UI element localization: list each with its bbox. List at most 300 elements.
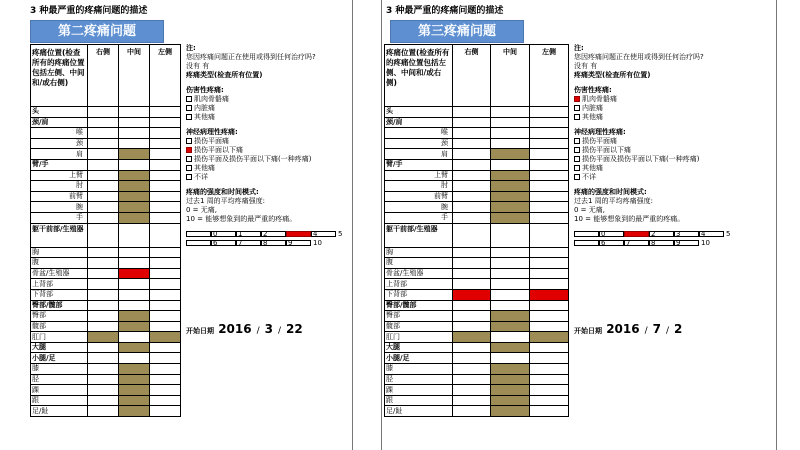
cell-middle-na	[119, 181, 150, 192]
checkbox[interactable]	[186, 105, 192, 111]
cell-right[interactable]	[88, 138, 119, 149]
start-date-day[interactable]: 22	[286, 322, 303, 336]
row-label: 上背部	[31, 279, 88, 290]
cell-right[interactable]	[453, 212, 491, 223]
cell-middle-na	[491, 181, 530, 192]
cell-middle[interactable]	[119, 107, 150, 118]
row-label: 膝	[385, 364, 453, 375]
cell-right[interactable]	[88, 107, 119, 118]
table-row	[385, 385, 569, 396]
table-row	[31, 128, 181, 139]
row-label: 手	[385, 212, 453, 223]
cell-right-marked[interactable]	[453, 289, 491, 300]
cell-right[interactable]	[88, 385, 119, 396]
cell-left[interactable]	[530, 181, 569, 192]
page-heading: 3 种最严重的疼痛问题的描述	[30, 6, 148, 16]
cell-right[interactable]	[88, 191, 119, 202]
cell-left[interactable]	[530, 385, 569, 396]
cell-right[interactable]	[88, 406, 119, 417]
cell-middle[interactable]	[119, 279, 150, 290]
option-at-and-below[interactable]: 损伤平面及损伤平面以下痛(一种疼痛)	[186, 155, 336, 164]
cell-left[interactable]	[530, 321, 569, 332]
cell-right[interactable]	[453, 247, 491, 258]
cell-middle[interactable]	[491, 353, 530, 364]
scale-option-0[interactable]: 0	[186, 230, 211, 239]
cell-right[interactable]	[453, 395, 491, 406]
option-at-level[interactable]: 损伤平面痛	[574, 137, 724, 146]
cell-left[interactable]	[150, 117, 181, 128]
cell-right[interactable]	[453, 181, 491, 192]
cell-right[interactable]	[88, 117, 119, 128]
checkbox[interactable]	[574, 138, 580, 144]
cell-left[interactable]	[150, 149, 181, 160]
cell-left[interactable]	[530, 159, 569, 170]
cell-middle[interactable]	[491, 128, 530, 139]
table-row	[31, 268, 181, 279]
cell-left[interactable]	[530, 247, 569, 258]
cell-middle-na	[491, 212, 530, 223]
cell-left[interactable]	[150, 353, 181, 364]
table-row	[31, 353, 181, 364]
table-row	[31, 191, 181, 202]
cell-right[interactable]	[88, 289, 119, 300]
cell-middle[interactable]	[119, 258, 150, 269]
row-label: 肛门	[385, 332, 453, 343]
cell-middle[interactable]	[119, 300, 150, 311]
cell-middle[interactable]	[119, 247, 150, 258]
table-row	[385, 300, 569, 311]
cell-left[interactable]	[150, 107, 181, 118]
cell-middle[interactable]	[119, 353, 150, 364]
scale-option-4[interactable]: 4	[674, 230, 699, 239]
table-row	[31, 170, 181, 181]
cell-middle[interactable]	[119, 138, 150, 149]
checkbox[interactable]	[574, 114, 580, 120]
table-row	[385, 181, 569, 192]
table-row	[31, 395, 181, 406]
cell-right[interactable]	[88, 181, 119, 192]
table-row	[31, 300, 181, 311]
row-label: 颈/肩	[31, 117, 88, 128]
cell-left[interactable]	[150, 268, 181, 279]
row-label: 臀部/髋部	[31, 300, 88, 311]
option-below-level[interactable]: 损伤平面以下痛	[574, 146, 724, 155]
scale-option-6[interactable]: 6	[574, 239, 599, 248]
scale-option-9[interactable]: 9	[261, 239, 286, 248]
notes-panel	[574, 44, 731, 248]
cell-middle-na	[119, 191, 150, 202]
row-label: 大腿	[385, 342, 453, 353]
checkbox[interactable]	[574, 174, 580, 180]
option-musculoskeletal[interactable]: 肌肉骨骼痛	[186, 95, 336, 104]
cell-middle-na	[491, 342, 530, 353]
checkbox-checked[interactable]	[574, 96, 580, 102]
scale-option-0[interactable]: 0	[574, 230, 599, 239]
table-row	[385, 128, 569, 139]
start-date-label: 开始日期	[186, 327, 214, 335]
cell-right[interactable]	[88, 321, 119, 332]
scale-option-8[interactable]: 8	[624, 239, 649, 248]
cell-right[interactable]	[453, 406, 491, 417]
table-row	[31, 374, 181, 385]
cell-right[interactable]	[88, 395, 119, 406]
cell-middle[interactable]	[491, 258, 530, 269]
row-label: 肘	[385, 181, 453, 192]
treatment-answer[interactable]: 没有 有	[186, 62, 210, 70]
cell-right[interactable]	[453, 321, 491, 332]
cell-right[interactable]	[453, 191, 491, 202]
row-label: 上臂	[31, 170, 88, 181]
scale-option-1[interactable]	[599, 230, 624, 239]
cell-right[interactable]	[88, 300, 119, 311]
cell-left[interactable]	[150, 138, 181, 149]
left-header: 左侧	[530, 45, 569, 107]
intensity-heading: 疼痛的强度和时间模式:	[186, 188, 259, 196]
row-label: 腕	[385, 202, 453, 213]
cell-middle[interactable]	[119, 223, 150, 247]
cell-right[interactable]	[88, 223, 119, 247]
cell-right[interactable]	[453, 385, 491, 396]
scale-option-2[interactable]: 2	[236, 230, 261, 239]
cell-right-na	[453, 332, 491, 343]
cell-left[interactable]	[150, 181, 181, 192]
cell-middle[interactable]	[491, 289, 530, 300]
row-label: 腹	[385, 258, 453, 269]
row-label: 肩	[385, 149, 453, 160]
cell-right[interactable]	[88, 128, 119, 139]
option-other-nociceptive[interactable]: 其他痛	[574, 113, 724, 122]
page-edge	[381, 0, 382, 450]
cell-middle-na	[119, 374, 150, 385]
cell-left[interactable]	[150, 223, 181, 247]
cell-left[interactable]	[530, 223, 569, 247]
row-label: 臀部	[385, 311, 453, 322]
row-label: 骨盆/生殖器	[385, 268, 453, 279]
checkbox[interactable]	[186, 138, 192, 144]
cell-middle-na	[119, 321, 150, 332]
cell-right[interactable]	[88, 258, 119, 269]
scale-option-1[interactable]: 1	[211, 230, 236, 239]
row-label: 躯干前部/生殖器	[31, 223, 88, 247]
cell-right[interactable]	[88, 364, 119, 375]
table-row	[31, 385, 181, 396]
scale-option-10[interactable]: 10	[286, 239, 311, 248]
cell-left[interactable]	[150, 300, 181, 311]
cell-left[interactable]	[530, 107, 569, 118]
option-other-nociceptive[interactable]: 其他痛	[186, 113, 336, 122]
cell-right[interactable]	[453, 128, 491, 139]
table-row	[385, 364, 569, 375]
cell-left[interactable]	[150, 311, 181, 322]
scale-option-9[interactable]: 9	[649, 239, 674, 248]
option-below-level[interactable]: 损伤平面以下痛	[186, 146, 336, 155]
cell-left[interactable]	[530, 202, 569, 213]
scale-option-3[interactable]	[261, 230, 286, 239]
form-page-3	[384, 0, 800, 450]
cell-left[interactable]	[530, 191, 569, 202]
cell-right[interactable]	[453, 374, 491, 385]
cell-right[interactable]	[453, 117, 491, 128]
cell-right[interactable]	[453, 107, 491, 118]
cell-middle[interactable]	[491, 107, 530, 118]
cell-middle-na	[491, 311, 530, 322]
cell-middle-na	[119, 342, 150, 353]
cell-right[interactable]	[453, 170, 491, 181]
start-date-year[interactable]: 2016	[606, 322, 640, 336]
checkbox[interactable]	[186, 174, 192, 180]
cell-middle[interactable]	[491, 300, 530, 311]
table-row	[31, 342, 181, 353]
cell-left[interactable]	[530, 138, 569, 149]
start-date-day[interactable]: 2	[674, 322, 683, 336]
checkbox-checked[interactable]	[186, 147, 192, 153]
start-date-month[interactable]: 3	[264, 322, 273, 336]
start-date-year[interactable]: 2016	[218, 322, 252, 336]
cell-left[interactable]	[150, 289, 181, 300]
cell-right[interactable]	[453, 311, 491, 322]
cell-left-marked[interactable]	[530, 289, 569, 300]
scale-option-10[interactable]: 10	[674, 239, 699, 248]
cell-right[interactable]	[453, 364, 491, 375]
cell-middle[interactable]	[491, 138, 530, 149]
cell-left[interactable]	[530, 212, 569, 223]
start-date: 开始日期 2016 / 3 / 22	[186, 322, 303, 336]
pain-location-table	[30, 44, 181, 417]
table-row	[385, 321, 569, 332]
start-date: 开始日期 2016 / 7 / 2	[574, 322, 683, 336]
cell-left[interactable]	[530, 170, 569, 181]
cell-middle[interactable]	[119, 117, 150, 128]
cell-right[interactable]	[88, 149, 119, 160]
cell-left[interactable]	[530, 149, 569, 160]
table-row	[385, 311, 569, 322]
checkbox[interactable]	[186, 156, 192, 162]
right-header: 右侧	[88, 45, 119, 107]
row-label: 肛门	[31, 332, 88, 343]
cell-left[interactable]	[150, 212, 181, 223]
notes-panel	[186, 44, 343, 248]
cell-left[interactable]	[150, 170, 181, 181]
option-at-level[interactable]: 损伤平面痛	[186, 137, 336, 146]
cell-right[interactable]	[88, 247, 119, 258]
row-label: 肩	[31, 149, 88, 160]
cell-right[interactable]	[453, 223, 491, 247]
neuropathic-heading: 神经病理性疼痛:	[574, 128, 626, 136]
scale-option-7[interactable]: 7	[599, 239, 624, 248]
cell-left[interactable]	[150, 128, 181, 139]
row-label: 臂/手	[31, 159, 88, 170]
checkbox[interactable]	[186, 165, 192, 171]
cell-right[interactable]	[453, 353, 491, 364]
start-date-month[interactable]: 7	[652, 322, 661, 336]
location-header: 疼痛位置(检查所有的疼痛位置包括左侧、中间和/或右侧)	[31, 45, 88, 107]
scale-option-3[interactable]: 3	[649, 230, 674, 239]
cell-left[interactable]	[150, 258, 181, 269]
option-visceral[interactable]: 内脏痛	[186, 104, 336, 113]
cell-left[interactable]	[150, 202, 181, 213]
option-at-and-below[interactable]: 损伤平面及损伤平面以下痛(一种疼痛)	[574, 155, 724, 164]
cell-left[interactable]	[150, 374, 181, 385]
cell-left[interactable]	[150, 385, 181, 396]
scale-option-8[interactable]: 8	[236, 239, 261, 248]
cell-right[interactable]	[88, 268, 119, 279]
table-row	[31, 223, 181, 247]
cell-left[interactable]	[530, 128, 569, 139]
scale-option-6[interactable]: 6	[186, 239, 211, 248]
option-musculoskeletal[interactable]: 肌肉骨骼痛	[574, 95, 724, 104]
scale-option-7[interactable]: 7	[211, 239, 236, 248]
cell-middle[interactable]	[119, 332, 150, 343]
cell-right[interactable]	[88, 342, 119, 353]
treatment-question: 您因疼痛问题正在使用或得到任何治疗吗?	[186, 53, 316, 61]
cell-left[interactable]	[150, 395, 181, 406]
cell-middle[interactable]	[491, 247, 530, 258]
cell-right[interactable]	[453, 149, 491, 160]
cell-left[interactable]	[530, 353, 569, 364]
scale-option-5[interactable]: 5	[311, 230, 336, 239]
cell-middle[interactable]	[119, 289, 150, 300]
row-label: 胸	[385, 247, 453, 258]
cell-right[interactable]	[88, 311, 119, 322]
cell-left[interactable]	[150, 247, 181, 258]
cell-left[interactable]	[530, 258, 569, 269]
table-row	[31, 311, 181, 322]
row-label: 小腿/足	[385, 353, 453, 364]
cell-right[interactable]	[453, 159, 491, 170]
cell-left[interactable]	[530, 117, 569, 128]
intensity-line-2: 0 = 无痛,	[574, 206, 605, 214]
cell-right[interactable]	[453, 279, 491, 290]
row-label: 前臂	[385, 191, 453, 202]
cell-middle-marked[interactable]	[119, 268, 150, 279]
cell-right[interactable]	[88, 279, 119, 290]
problem-badge: 第二疼痛问题	[30, 20, 164, 43]
cell-left[interactable]	[150, 321, 181, 332]
row-label: 头	[385, 107, 453, 118]
cell-right[interactable]	[453, 342, 491, 353]
intensity-line-3: 10 = 能够想象到的最严重的疼痛。	[186, 215, 297, 223]
scale-option-5[interactable]: 5	[699, 230, 724, 239]
row-label: 颈/肩	[385, 117, 453, 128]
cell-middle[interactable]	[491, 279, 530, 290]
checkbox[interactable]	[574, 156, 580, 162]
row-label: 下背部	[31, 289, 88, 300]
cell-middle[interactable]	[491, 268, 530, 279]
cell-middle-na	[119, 364, 150, 375]
cell-right[interactable]	[88, 159, 119, 170]
cell-left[interactable]	[530, 300, 569, 311]
cell-left[interactable]	[150, 364, 181, 375]
table-row	[385, 170, 569, 181]
option-unknown[interactable]: 不详	[186, 173, 336, 182]
cell-left[interactable]	[530, 279, 569, 290]
cell-left[interactable]	[530, 311, 569, 322]
cell-right[interactable]	[88, 170, 119, 181]
option-unknown[interactable]: 不详	[574, 173, 724, 182]
table-row	[31, 279, 181, 290]
cell-left[interactable]	[530, 395, 569, 406]
row-label: 腹	[31, 258, 88, 269]
form-page-2	[0, 0, 380, 450]
cell-left[interactable]	[150, 191, 181, 202]
option-visceral[interactable]: 内脏痛	[574, 104, 724, 113]
cell-middle[interactable]	[491, 117, 530, 128]
cell-left-na	[530, 332, 569, 343]
cell-middle-na	[491, 191, 530, 202]
scale-option-4[interactable]: 4	[286, 230, 311, 239]
cell-right[interactable]	[88, 212, 119, 223]
row-label: 上臂	[385, 170, 453, 181]
cell-left[interactable]	[530, 406, 569, 417]
cell-middle[interactable]	[491, 332, 530, 343]
intensity-line-1: 过去1 周的平均疼痛强度:	[186, 197, 266, 205]
table-row	[31, 247, 181, 258]
cell-right[interactable]	[88, 374, 119, 385]
cell-middle[interactable]	[119, 159, 150, 170]
row-label: 踝	[385, 385, 453, 396]
cell-right[interactable]	[453, 258, 491, 269]
cell-middle-na	[119, 202, 150, 213]
checkbox[interactable]	[574, 147, 580, 153]
option-other-neuropathic[interactable]: 其他痛	[574, 164, 724, 173]
cell-right[interactable]	[453, 202, 491, 213]
checkbox[interactable]	[186, 114, 192, 120]
cell-left[interactable]	[530, 268, 569, 279]
cell-right[interactable]	[88, 202, 119, 213]
row-label: 骨盆/生殖器	[31, 268, 88, 279]
cell-right-na	[88, 332, 119, 343]
page-edge	[776, 0, 777, 450]
cell-right[interactable]	[453, 268, 491, 279]
checkbox[interactable]	[186, 96, 192, 102]
cell-right[interactable]	[453, 138, 491, 149]
cell-middle-na	[491, 170, 530, 181]
table-header	[385, 45, 569, 107]
cell-middle-na	[491, 395, 530, 406]
table-row	[385, 247, 569, 258]
cell-left[interactable]	[150, 159, 181, 170]
cell-middle-na	[491, 149, 530, 160]
cell-right[interactable]	[88, 353, 119, 364]
cell-left[interactable]	[150, 406, 181, 417]
option-other-neuropathic[interactable]: 其他痛	[186, 164, 336, 173]
problem-badge: 第三疼痛问题	[390, 20, 524, 43]
cell-left[interactable]	[530, 342, 569, 353]
treatment-answer[interactable]: 没有 有	[574, 62, 598, 70]
right-header: 右侧	[453, 45, 491, 107]
checkbox[interactable]	[574, 105, 580, 111]
cell-middle[interactable]	[491, 159, 530, 170]
cell-left[interactable]	[530, 374, 569, 385]
row-label: 足/趾	[31, 406, 88, 417]
cell-middle-na	[119, 395, 150, 406]
scale-option-2[interactable]: 2	[624, 230, 649, 239]
intensity-line-1: 过去1 周的平均疼痛强度:	[574, 197, 654, 205]
cell-middle[interactable]	[491, 223, 530, 247]
cell-left[interactable]	[150, 279, 181, 290]
cell-left-na	[150, 332, 181, 343]
row-label: 头	[31, 107, 88, 118]
cell-right[interactable]	[453, 300, 491, 311]
middle-header: 中间	[491, 45, 530, 107]
pain-type-question: 疼痛类型(检查所有位置)	[574, 71, 651, 79]
checkbox[interactable]	[574, 165, 580, 171]
cell-middle[interactable]	[119, 128, 150, 139]
cell-left[interactable]	[150, 342, 181, 353]
nociceptive-heading: 伤害性疼痛:	[186, 86, 224, 94]
cell-left[interactable]	[530, 364, 569, 375]
table-row	[385, 223, 569, 247]
